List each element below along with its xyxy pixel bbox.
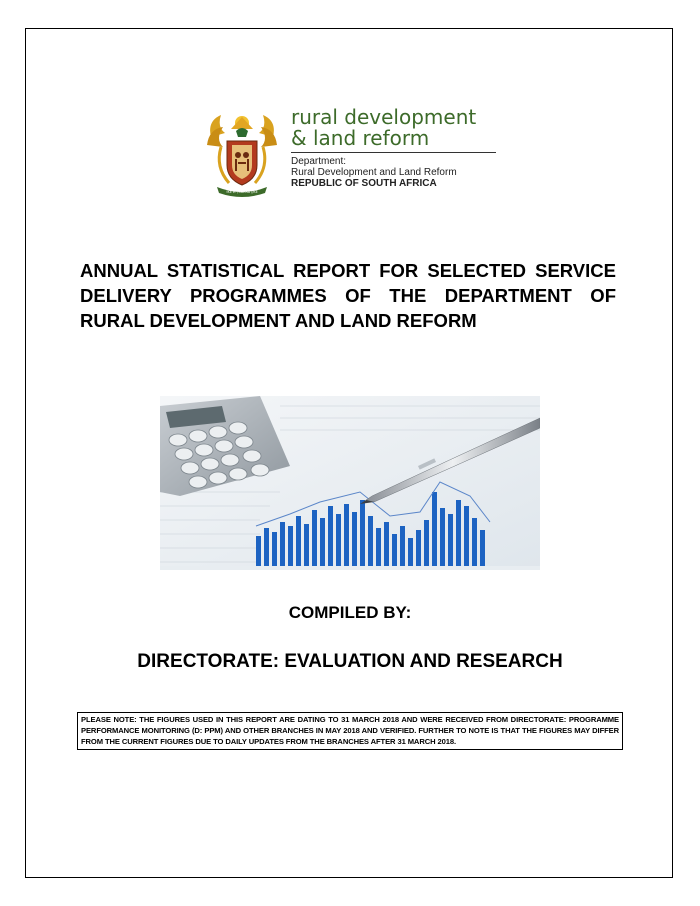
logo-wordmark-line2: & land reform bbox=[291, 126, 430, 150]
republic-label: REPUBLIC OF SOUTH AFRICA bbox=[291, 178, 437, 189]
compiled-by-heading: COMPILED BY: bbox=[288, 603, 412, 622]
motto-text: !KE E: /XARRA //KE bbox=[226, 190, 258, 194]
coat-of-arms-emblem bbox=[203, 107, 281, 197]
department-name: Rural Development and Land Reform bbox=[291, 167, 457, 178]
logo-text-block bbox=[291, 107, 503, 189]
calculator-chart-photo bbox=[160, 396, 540, 570]
report-title: ANNUAL STATISTICAL REPORT FOR SELECTED SERVICE DELIVERY PROGRAMMES OF THE DEPARTMENT OF RURAL DEVELOPMENT AND LAND REFORM bbox=[80, 260, 616, 331]
disclaimer-note: PLEASE NOTE: THE FIGURES USED IN THIS REPORT ARE DATING TO 31 MARCH 2018 AND WERE RECEIVED FROM DIRECTORATE: PROGRAMME PERFORMANCE MONITORING (D: PPM) AND OTHER BRANCHES IN MAY 2018 AND VERIFIED. FURTHER TO NOTE IS THAT THE FIGURES MAY DIFFER FROM THE CURRENT FIGURES DUE TO DAILY UPDATES FROM THE BRANCHES AFTER 31 MARCH 2018. bbox=[77, 712, 623, 750]
department-logo bbox=[203, 107, 503, 197]
logo-divider bbox=[291, 152, 496, 153]
logo-wordmark-line1: rural development bbox=[291, 105, 477, 129]
directorate-heading: DIRECTORATE: EVALUATION AND RESEARCH bbox=[137, 651, 563, 672]
department-label: Department: bbox=[291, 156, 347, 167]
